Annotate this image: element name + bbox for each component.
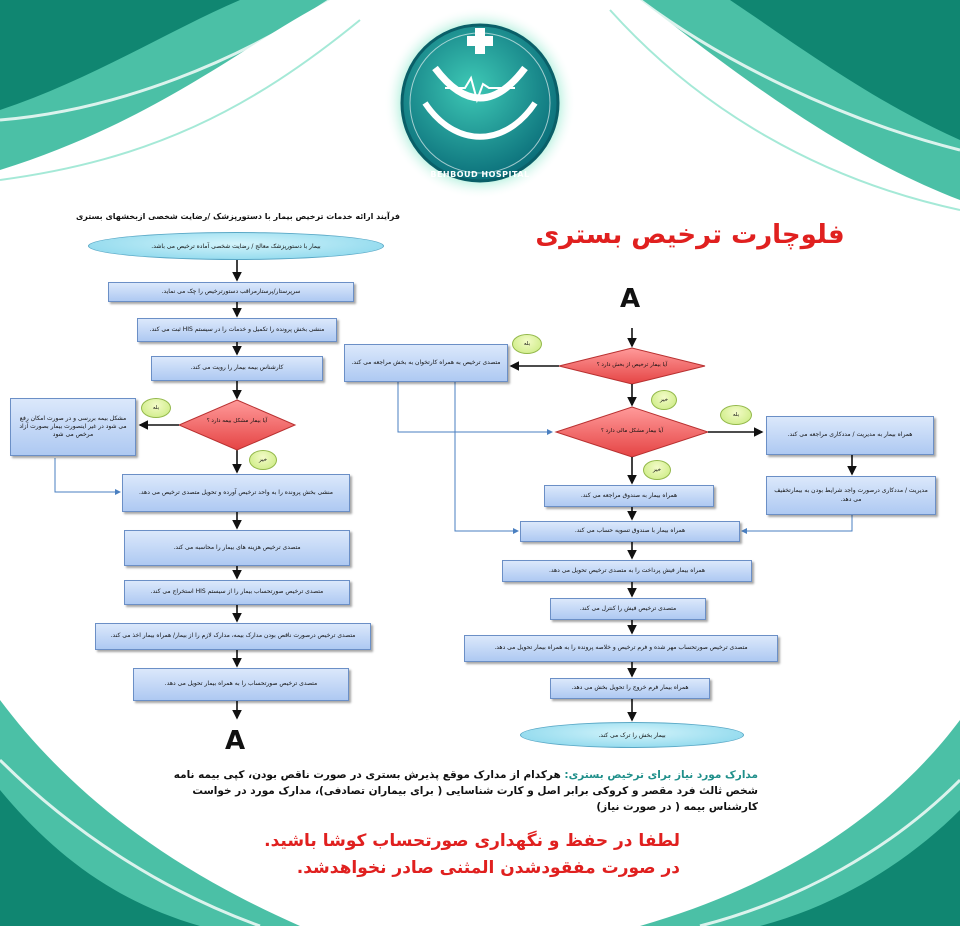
right-step6-box: همراه بیمار فرم خروج را تحویل بخش می دهد. <box>550 678 710 699</box>
left-yes-tag: بله <box>141 398 171 418</box>
required-documents-text: هرکدام از مدارک موقع پذیرش بستری در صورت ناقص بودن، کپی بیمه نامه شخص ثالث فرد مقصر و کروکی برابر اصل و کارت شناسایی ( برای بیماران تصادفی)، مدارک مورد در خواست کارشناس بیمه ( در صورت نیاز) <box>173 769 758 813</box>
left-step1-box: سرپرستار/پرستارمراقب دستورترخیص را چک می نماید. <box>108 282 354 302</box>
right-yes1-box: متصدی ترخیص به همراه کارتخوان به بخش مراجعه می کند. <box>344 344 508 382</box>
right-connector-a: A <box>620 284 641 314</box>
right-no1-tag: خیر <box>651 390 677 410</box>
right-yes1-tag: بله <box>512 334 542 354</box>
left-step2-box: منشی بخش پرونده را تکمیل و خدمات را در سیستم HIS ثبت می کند. <box>137 318 337 342</box>
left-no-tag: خیر <box>249 450 277 470</box>
right-step5-box: متصدی ترخیص صورتحساب مهر شده و فرم ترخیص و خلاصه پرونده را به همراه بیمار تحویل می دهد. <box>464 635 778 662</box>
right-step2-box: همراه بیمار با صندوق تسویه حساب می کند. <box>520 521 740 542</box>
right-step1-box: همراه بیمار به صندوق مراجعه می کند. <box>544 485 714 507</box>
left-step5-box: متصدی ترخیص هزینه های بیمار را محاسبه می کند. <box>124 530 350 566</box>
flow-subtitle: فرآیند ارائه خدمات ترخیص بیمار با دستورپزشک /رضایت شخصی ازبخشهای بستری <box>75 212 400 221</box>
right-yes2-tag: بله <box>720 405 752 425</box>
left-insurance-side-box: مشکل بیمه بررسی و در صورت امکان رفع می شود در غیر اینصورت بیمار بصورت آزاد مرخص می شود <box>10 398 136 456</box>
right-no2-tag: خیر <box>643 460 671 480</box>
right-yes2b-box: مدیریت / مددکاری درصورت واجد شرایط بودن به بیمارتخفیف می دهد. <box>766 476 936 515</box>
left-step6-box: متصدی ترخیص صورتحساب بیمار را از سیستم HIS استخراج می کند. <box>124 580 350 605</box>
right-decision1-text: آیا بیمار ترخیص از بخش دارد ؟ <box>596 362 668 368</box>
warning-line1: لطفا در حفظ و نگهداری صورتحساب کوشا باشید. <box>264 831 680 851</box>
right-decision2-text: آیا بیمار مشکل مالی دارد ؟ <box>600 428 664 434</box>
required-documents-note <box>150 768 758 815</box>
left-step7-box: متصدی ترخیص درصورت ناقص بودن مدارک بیمه، مدارک لازم را از بیمار/ همراه بیمار اخذ می کند. <box>95 623 371 650</box>
left-start-oval: بیمار با دستورپزشک معالج / رضایت شخصی آماده ترخیص می باشد. <box>88 232 384 260</box>
right-step3-box: همراه بیمار فیش پرداخت را به متصدی ترخیص تحویل می دهد. <box>502 560 752 582</box>
left-connector-a: A <box>225 726 246 756</box>
left-step4-box: منشی بخش پرونده را به واحد ترخیص آورده و تحویل متصدی ترخیص می دهد. <box>122 474 350 512</box>
warning-note <box>140 828 680 882</box>
right-end-oval: بیمار بخش را ترک می کند. <box>520 722 744 748</box>
right-yes2a-box: همراه بیمار به مدیریت / مددکاری مراجعه می کند. <box>766 416 934 455</box>
left-decision-text: آیا بیمار مشکل بیمه دارد ؟ <box>206 418 268 424</box>
logo-hospital-name: BEHBOUD HOSPITAL <box>430 170 530 179</box>
warning-line2: در صورت مفقودشدن المثنی صادر نخواهدشد. <box>296 858 680 879</box>
right-step4-box: متصدی ترخیص فیش را کنترل می کند. <box>550 598 706 620</box>
required-documents-label: مدارک مورد نیاز برای ترخیص بستری: <box>564 769 758 781</box>
main-title: فلوچارت ترخیص بستری <box>535 220 845 250</box>
left-step3-box: کارشناس بیمه بیمار را رویت می کند. <box>151 356 323 381</box>
left-step8-box: متصدی ترخیص صورتحساب را به همراه بیمار تحویل می دهد. <box>133 668 349 701</box>
